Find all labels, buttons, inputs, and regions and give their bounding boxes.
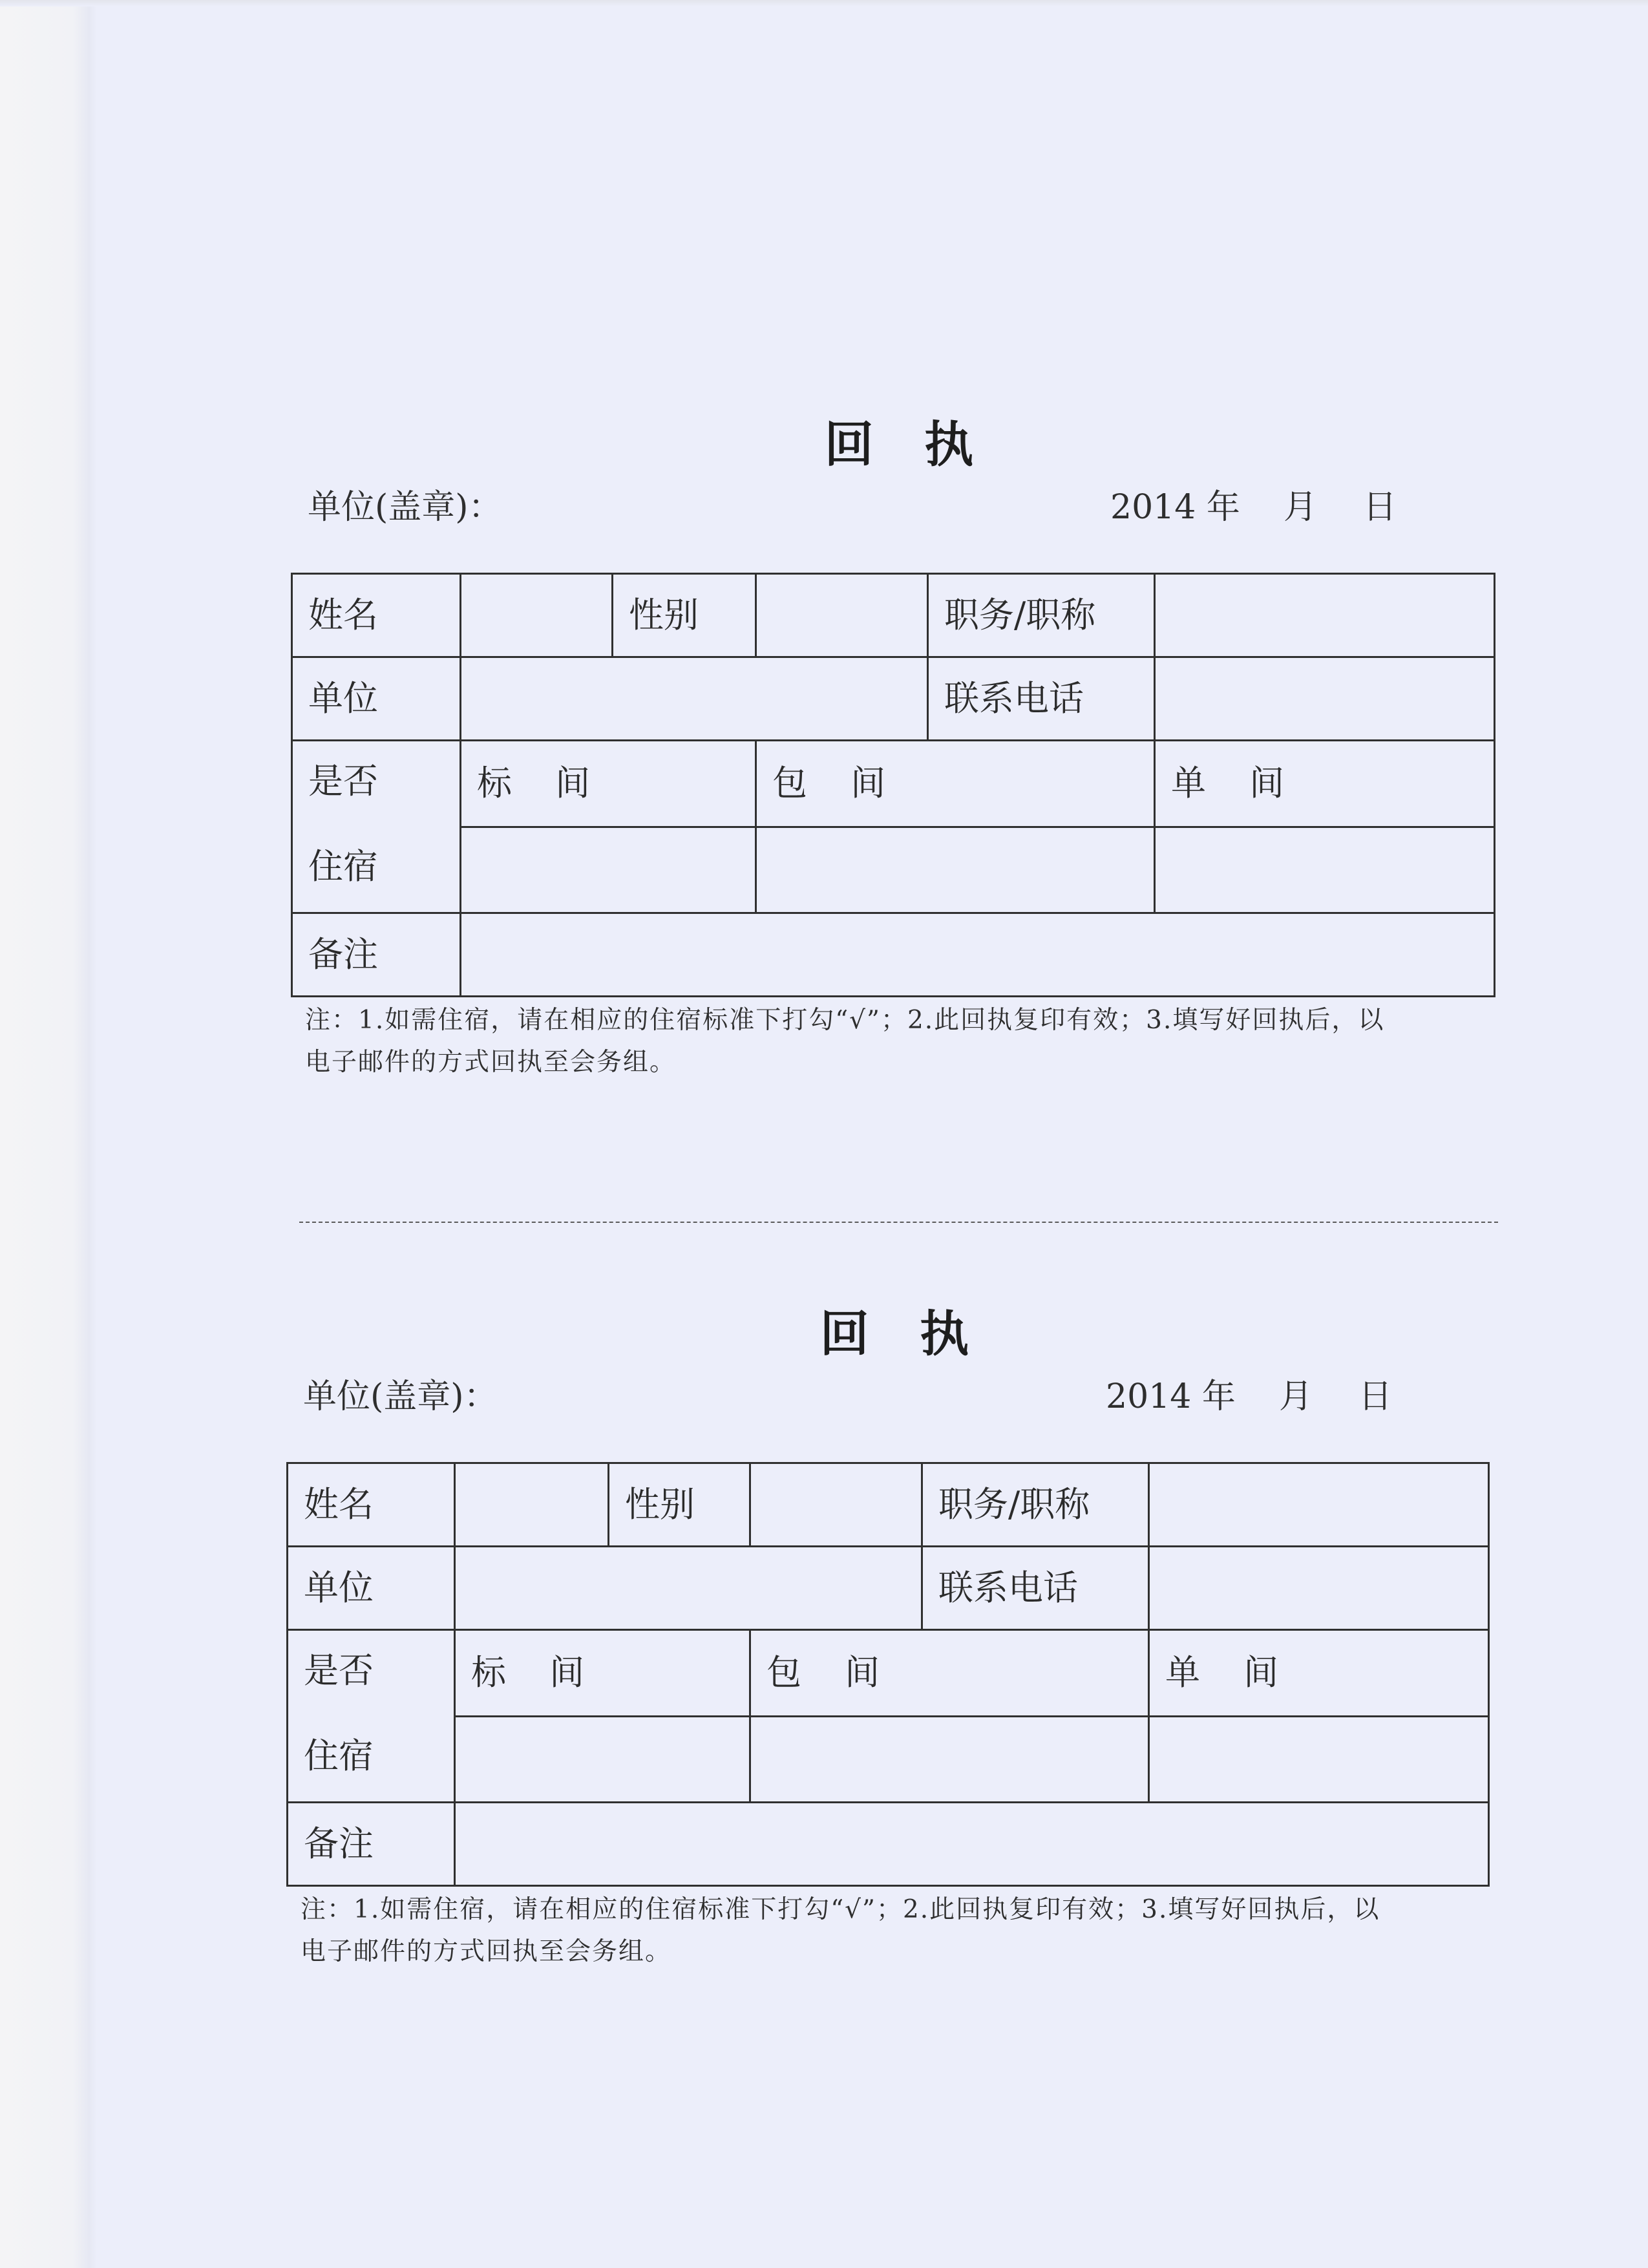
table-row [288, 1630, 1489, 1717]
gender-value-cell [756, 574, 928, 657]
single-room-label-cell [1155, 741, 1495, 827]
date-month: 月 [1284, 488, 1318, 527]
date-month: 月 [1279, 1377, 1313, 1416]
reply-form-2 [286, 1305, 1489, 1979]
remarks-value-cell [461, 913, 1495, 997]
lodging-label-line2: 住宿 [308, 846, 378, 887]
suite-room-check-cell [750, 1716, 1149, 1803]
table-row [288, 1547, 1489, 1630]
unit-stamp-label: 单位(盖章)： [303, 1377, 498, 1416]
lodging-label-line2: 住宿 [304, 1735, 374, 1776]
lodging-label-line1: 是否 [304, 1650, 374, 1691]
gender-label-cell [613, 574, 756, 657]
table-row [292, 574, 1495, 657]
single-room-check-cell [1155, 827, 1495, 913]
phone-label: 联系电话 [938, 1567, 1078, 1608]
note-line-1: 注：1.如需住宿，请在相应的住宿标准下打勾“√”；2.此回执复印有效；3.填写好回执后，以 [301, 1895, 1380, 1924]
standard-room-check-cell [455, 1716, 750, 1803]
phone-value-cell [1149, 1547, 1489, 1630]
date-year: 2014 年 [1110, 488, 1240, 527]
dashed-cut-line [299, 1222, 1498, 1223]
position-label: 职务/职称 [944, 595, 1096, 635]
unit-label: 单位 [308, 678, 378, 719]
standard-room-label-cell [455, 1630, 750, 1717]
remarks-value-cell [455, 1803, 1489, 1886]
unit-label: 单位 [304, 1567, 374, 1608]
table-row [292, 741, 1495, 827]
table-row [292, 657, 1495, 741]
standard-room-check-cell [461, 827, 756, 913]
date-day: 日 [1363, 488, 1397, 527]
table-row [292, 827, 1495, 913]
phone-value-cell [1155, 657, 1495, 741]
suite-room-label: 包 间 [766, 1652, 880, 1693]
remarks-label: 备注 [304, 1823, 374, 1864]
standard-room-label: 标 间 [477, 763, 591, 804]
table-row [288, 1803, 1489, 1886]
gender-label: 性别 [625, 1484, 695, 1525]
single-room-check-cell [1149, 1716, 1489, 1803]
name-label-cell [288, 1463, 455, 1547]
suite-room-label-cell [750, 1630, 1149, 1717]
date-year: 2014 年 [1106, 1377, 1236, 1416]
unit-value-cell [461, 657, 928, 741]
form-title: 回 执 [824, 416, 974, 473]
gender-label-cell [609, 1463, 750, 1547]
position-label: 职务/职称 [938, 1484, 1090, 1525]
name-value-cell [455, 1463, 609, 1547]
suite-room-label: 包 间 [772, 763, 886, 804]
phone-label-cell [928, 657, 1155, 741]
single-room-label: 单 间 [1171, 763, 1285, 804]
phone-label: 联系电话 [944, 678, 1084, 719]
remarks-label: 备注 [308, 934, 378, 975]
gender-value-cell [750, 1463, 922, 1547]
position-label-cell [928, 574, 1155, 657]
note-line-2: 电子邮件的方式回执至会务组。 [305, 1048, 677, 1077]
lodging-label-line1: 是否 [308, 761, 378, 801]
standard-room-label-cell [461, 741, 756, 827]
single-room-label: 单 间 [1165, 1652, 1279, 1693]
position-value-cell [1149, 1463, 1489, 1547]
table-row [292, 913, 1495, 997]
position-label-cell [922, 1463, 1149, 1547]
reply-table [291, 573, 1495, 997]
name-label-cell [292, 574, 461, 657]
standard-room-label: 标 间 [471, 1652, 585, 1693]
gender-label: 性别 [629, 595, 699, 635]
note-line-2: 电子邮件的方式回执至会务组。 [301, 1937, 672, 1966]
scanner-edge-strip [0, 0, 97, 2268]
date-day: 日 [1358, 1377, 1393, 1416]
phone-label-cell [922, 1547, 1149, 1630]
table-row [288, 1463, 1489, 1547]
position-value-cell [1155, 574, 1495, 657]
name-label: 姓名 [308, 595, 378, 635]
suite-room-label-cell [756, 741, 1155, 827]
remarks-label-cell [292, 913, 461, 997]
lodging-label-cell [288, 1630, 455, 1803]
unit-stamp-label: 单位(盖章)： [308, 488, 502, 527]
reply-form-1 [291, 416, 1494, 1090]
lodging-label-cell [292, 741, 461, 913]
single-room-label-cell [1149, 1630, 1489, 1717]
name-label: 姓名 [304, 1484, 374, 1525]
unit-label-cell [292, 657, 461, 741]
remarks-label-cell [288, 1803, 455, 1886]
suite-room-check-cell [756, 827, 1155, 913]
name-value-cell [461, 574, 613, 657]
note-line-1: 注：1.如需住宿，请在相应的住宿标准下打勾“√”；2.此回执复印有效；3.填写好回执后，以 [305, 1006, 1385, 1035]
table-row [288, 1716, 1489, 1803]
form-title: 回 执 [819, 1305, 969, 1362]
unit-value-cell [455, 1547, 922, 1630]
unit-label-cell [288, 1547, 455, 1630]
reply-table [286, 1462, 1490, 1887]
scanner-top-edge [0, 0, 1648, 6]
